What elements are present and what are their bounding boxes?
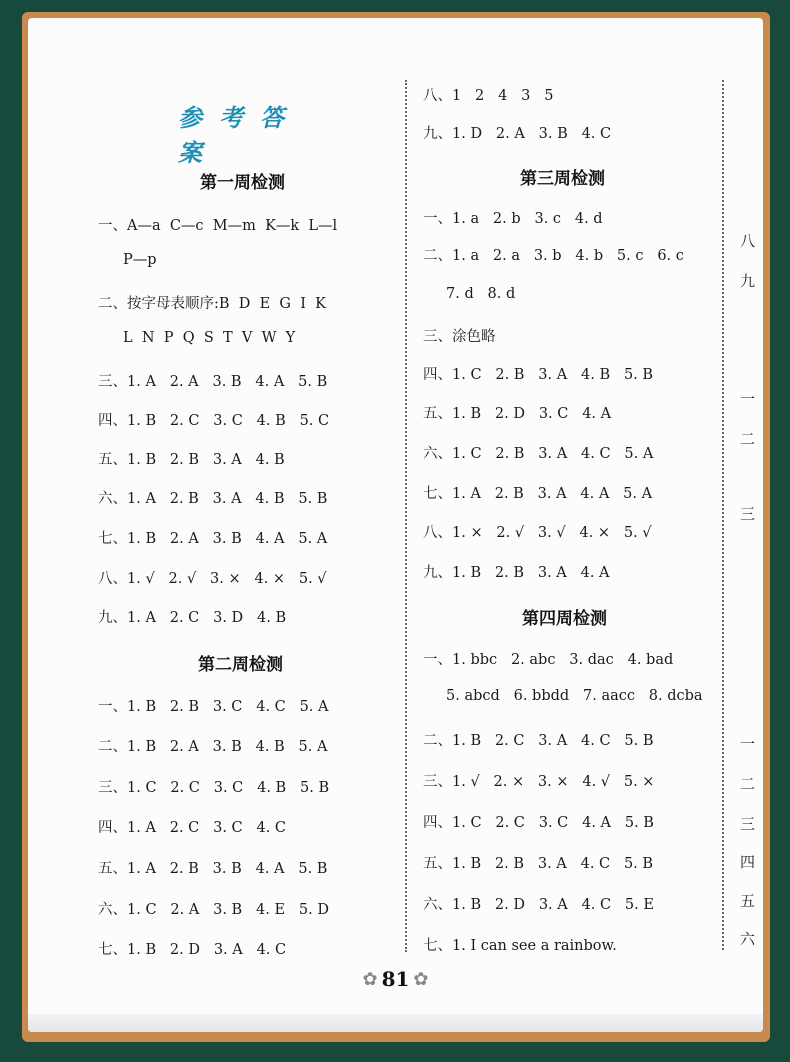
flower-icon: ✿ [413, 968, 429, 990]
edge-char: 四 [740, 853, 756, 871]
answer-line: 5. abcd 6. bbdd 7. aacc 8. dcba [446, 688, 703, 704]
edge-char: 五 [740, 892, 756, 910]
edge-char: 八 [740, 232, 756, 250]
answer-line: 一、A—a C—c M—m K—k L—l [98, 218, 338, 234]
answer-line: 七、1. B 2. D 3. A 4. C [98, 942, 287, 958]
answer-line: 四、1. A 2. C 3. C 4. C [98, 820, 287, 836]
answer-line: 四、1. C 2. B 3. A 4. B 5. B [423, 367, 654, 383]
answer-line: 五、1. A 2. B 3. B 4. A 5. B [98, 861, 328, 877]
answer-line: 二、1. B 2. C 3. A 4. C 5. B [423, 733, 654, 749]
answer-line: 一、1. a 2. b 3. c 4. d [423, 211, 603, 227]
answer-line: P—p [123, 252, 157, 268]
edge-char: 一 [740, 390, 756, 408]
edge-char: 三 [740, 815, 756, 833]
answer-line: 七、1. I can see a rainbow. [423, 938, 617, 954]
edge-char: 三 [740, 505, 756, 523]
answer-line: 三、1. C 2. C 3. C 4. B 5. B [98, 780, 330, 796]
flower-icon: ✿ [362, 968, 378, 990]
answer-line: 二、按字母表顺序:B D E G I K [98, 296, 326, 312]
week4-title: 第四周检测 [522, 609, 607, 629]
edge-char: 六 [740, 930, 756, 948]
answer-line: 7. d 8. d [446, 286, 516, 302]
answer-line: 五、1. B 2. D 3. C 4. A [423, 406, 612, 422]
answer-line: 九、1. B 2. B 3. A 4. A [423, 565, 610, 581]
answer-line: 八、1. × 2. √ 3. √ 4. × 5. √ [423, 525, 652, 541]
answer-line: 四、1. B 2. C 3. C 4. B 5. C [98, 413, 330, 429]
page-number [353, 964, 438, 994]
answer-line: 六、1. C 2. B 3. A 4. C 5. A [423, 446, 654, 462]
edge-char: 一 [740, 735, 756, 753]
week2-title: 第二周检测 [198, 655, 283, 675]
answer-line: 三、涂色略 [423, 329, 496, 345]
answer-line: 六、1. C 2. A 3. B 4. E 5. D [98, 902, 329, 918]
answer-line: 八、1 2 4 3 5 [423, 88, 554, 104]
answer-page [28, 18, 763, 1032]
answer-line: 六、1. A 2. B 3. A 4. B 5. B [98, 491, 328, 507]
column-divider [405, 80, 407, 952]
answer-line: 五、1. B 2. B 3. A 4. B [98, 452, 285, 468]
week1-title: 第一周检测 [200, 173, 285, 193]
answer-line: 八、1. √ 2. √ 3. × 4. × 5. √ [98, 571, 327, 587]
page-fold [28, 1014, 763, 1032]
answer-line: 一、1. bbc 2. abc 3. dac 4. bad [423, 652, 674, 668]
answer-line: 二、1. a 2. a 3. b 4. b 5. c 6. c [423, 248, 684, 264]
answer-line: 六、1. B 2. D 3. A 4. C 5. E [423, 897, 654, 913]
answer-line: 四、1. C 2. C 3. C 4. A 5. B [423, 815, 654, 831]
week3-title: 第三周检测 [520, 169, 605, 189]
answer-line: 九、1. D 2. A 3. B 4. C [423, 126, 612, 142]
page-title: 参考答案 [178, 103, 301, 167]
answer-line: 九、1. A 2. C 3. D 4. B [98, 610, 287, 626]
answer-line: L N P Q S T V W Y [123, 330, 296, 346]
page-number-value: 81 [381, 967, 410, 991]
edge-char: 九 [740, 272, 756, 290]
right-page-divider [722, 80, 724, 950]
edge-char: 二 [740, 430, 756, 448]
answer-line: 一、1. B 2. B 3. C 4. C 5. A [98, 699, 329, 715]
answer-line: 七、1. B 2. A 3. B 4. A 5. A [98, 531, 328, 547]
answer-line: 七、1. A 2. B 3. A 4. A 5. A [423, 486, 653, 502]
answer-line: 三、1. A 2. A 3. B 4. A 5. B [98, 374, 328, 390]
answer-line: 五、1. B 2. B 3. A 4. C 5. B [423, 856, 654, 872]
answer-line: 二、1. B 2. A 3. B 4. B 5. A [98, 739, 328, 755]
answer-line: 三、1. √ 2. × 3. × 4. √ 5. × [423, 774, 655, 790]
edge-char: 二 [740, 775, 756, 793]
